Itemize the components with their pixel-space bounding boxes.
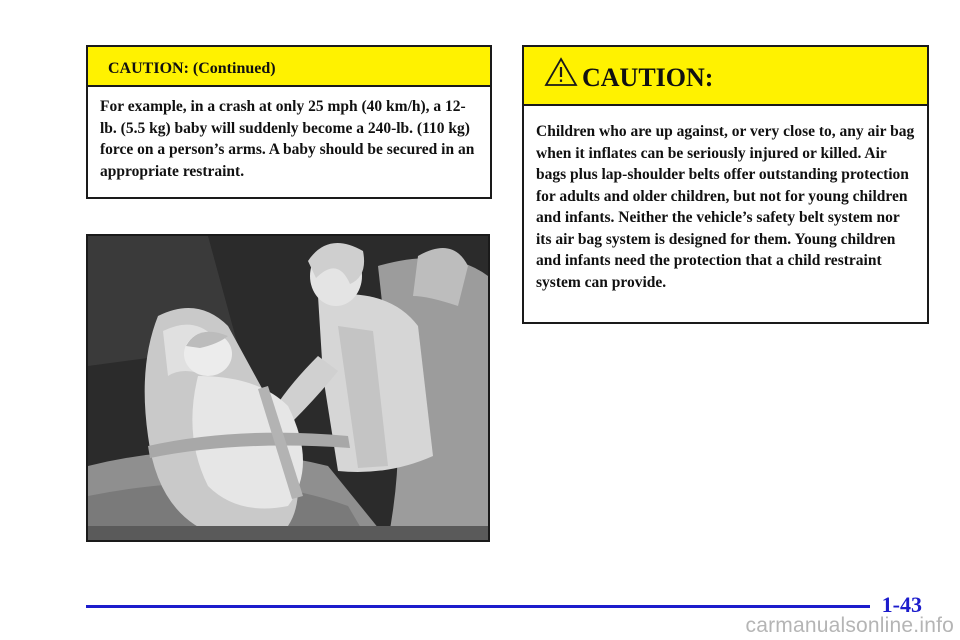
caution-text: Children who are up against, or very close to, any air bag when it inflates can be seriously injured or killed. Air bags plus lap-shoulder belts offer outstanding protection for adults and older children, but not for young children and infants. Neither the vehicle’s safety belt system nor its air bag system is designed for them. Young children and infants need the protection that a child restraint system can provide.: [536, 123, 915, 291]
watermark: carmanualsonline.info: [745, 614, 954, 637]
child-restraint-illustration: [86, 234, 490, 542]
illustration-image: [88, 236, 488, 540]
footer-rule: [86, 605, 870, 608]
caution-heading: CAUTION:: [582, 63, 714, 92]
warning-triangle-icon: [544, 57, 578, 87]
caution-header-bar: [524, 47, 927, 106]
page-number: 1-43: [881, 592, 922, 617]
caution-text: For example, in a crash at only 25 mph (40 km/h), a 12-lb. (5.5 kg) baby will suddenly become a 240-lb. (110 kg) force on a person’s arms. A baby should be secured in an appropriate restraint.: [100, 98, 475, 180]
caution-heading: CAUTION: (Continued): [88, 47, 490, 87]
caution-box-airbag: [522, 45, 929, 324]
caution-box-continued: [86, 45, 492, 199]
